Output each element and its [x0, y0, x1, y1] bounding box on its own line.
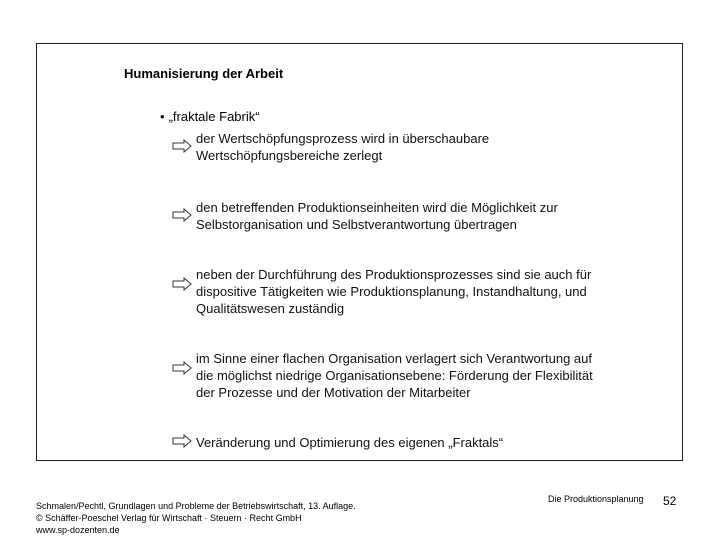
point-line: Veränderung und Optimierung des eigenen „Fraktals“	[196, 435, 504, 450]
point-line: der Wertschöpfungsprozess wird in überschaubare	[196, 131, 490, 146]
arrow-right-icon	[172, 139, 192, 153]
citation-line: Schmalen/Pechtl, Grundlagen und Probleme der Betriebswirtschaft, 13. Auflage.	[36, 501, 356, 511]
slide-title: Humanisierung der Arbeit	[124, 66, 284, 81]
point-line: den betreffenden Produktionseinheiten wird die Möglichkeit zur	[196, 200, 558, 215]
arrow-right-icon	[172, 434, 192, 448]
citation-line: © Schäffer-Poeschel Verlag für Wirtschaft · Steuern · Recht GmbH	[36, 513, 302, 523]
point-text	[196, 350, 636, 401]
bullet-dot: •	[160, 109, 165, 124]
point-line: Wertschöpfungsbereiche zerlegt	[196, 148, 383, 163]
point-text	[196, 266, 636, 317]
point-line: Qualitätswesen zuständig	[196, 301, 345, 316]
page-number: 52	[663, 494, 677, 508]
bullet-text: „fraktale Fabrik“	[168, 109, 260, 124]
footer-section-label: Die Produktionsplanung	[548, 494, 644, 504]
point-line: neben der Durchführung des Produktionsprozesses sind sie auch für	[196, 267, 592, 282]
point-text	[196, 434, 636, 451]
citation-url: www.sp-dozenten.de	[36, 525, 120, 535]
point-line: der Prozesse und der Motivation der Mitarbeiter	[196, 385, 471, 400]
point-text	[196, 130, 636, 164]
arrow-right-icon	[172, 361, 192, 375]
point-text	[196, 199, 636, 233]
point-line: die möglichst niedrige Organisationsebene: Förderung der Flexibilität	[196, 368, 593, 383]
point-line: dispositive Tätigkeiten wie Produktionsplanung, Instandhaltung, und	[196, 284, 587, 299]
arrow-right-icon	[172, 208, 192, 222]
point-line: Selbstorganisation und Selbstverantwortung übertragen	[196, 217, 517, 232]
footer-citation	[36, 500, 356, 536]
point-line: im Sinne einer flachen Organisation verlagert sich Verantwortung auf	[196, 351, 592, 366]
arrow-right-icon	[172, 277, 192, 291]
bullet-item	[160, 109, 260, 124]
